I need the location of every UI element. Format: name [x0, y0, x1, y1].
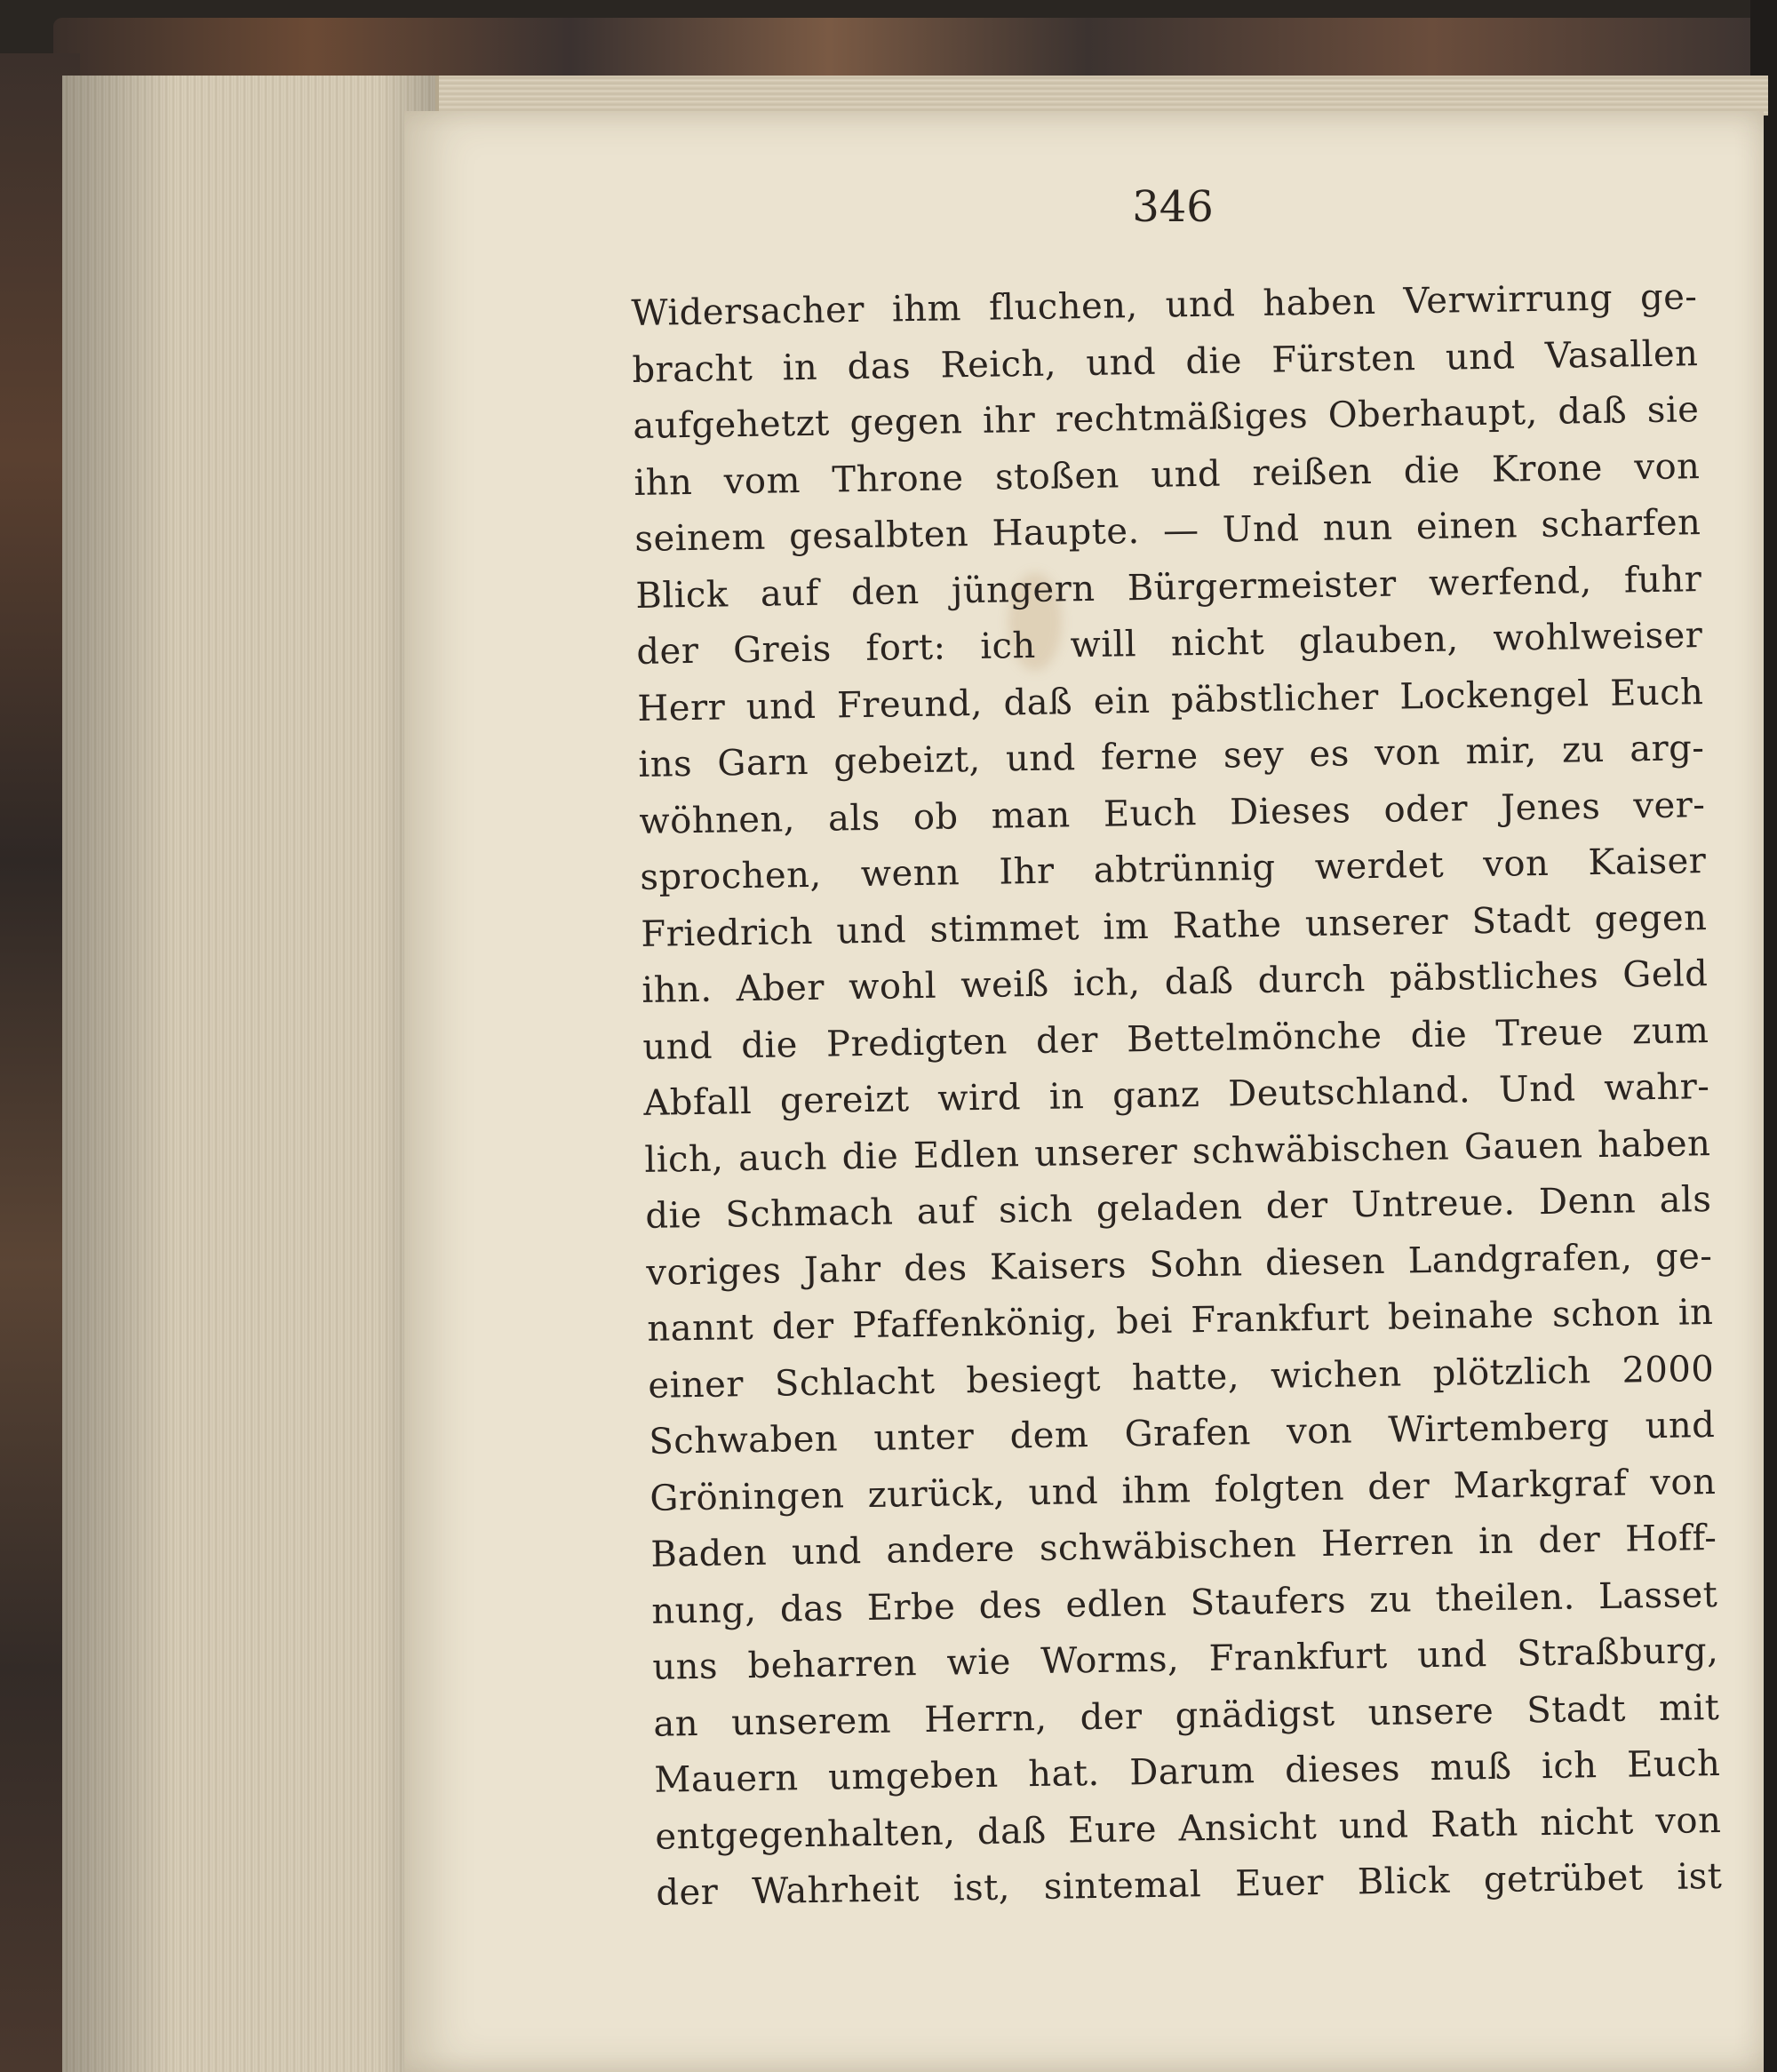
- text-line: bracht in das Reich, und die Fürsten und Vasallen: [632, 332, 1699, 391]
- text-line: aufgehetzt gegen ihr rechtmäßiges Oberhaupt, daß sie: [633, 389, 1700, 447]
- text-line: Herr und Freund, daß ein päbstlicher Lockengel Euch: [637, 671, 1704, 729]
- text-line: die Schmach auf sich geladen der Untreue. Denn als: [645, 1179, 1712, 1237]
- text-line: einer Schlacht besiegt hatte, wichen plötzlich 2000: [648, 1348, 1715, 1407]
- text-line: voriges Jahr des Kaisers Sohn diesen Landgrafen, ge-: [646, 1235, 1713, 1294]
- text-line: ihn. Aber wohl weiß ich, daß durch päbstliches Geld: [641, 953, 1709, 1011]
- page-text: [631, 269, 1723, 1922]
- text-line: entgegenhalten, daß Eure Ansicht und Rath nicht von: [655, 1799, 1722, 1858]
- text-line: der Greis fort: ich will nicht glauben, wohlweiser: [636, 615, 1703, 673]
- text-line: Widersacher ihm fluchen, und haben Verwirrung ge-: [631, 276, 1698, 334]
- page-number: 346: [1132, 182, 1214, 232]
- text-line: Baden und andere schwäbischen Herren in der Hoff-: [650, 1517, 1717, 1575]
- text-line: nannt der Pfaffenkönig, bei Frankfurt beinahe schon in: [647, 1292, 1714, 1350]
- text-line: der Wahrheit ist, sintemal Euer Blick getrübet ist: [656, 1855, 1723, 1914]
- text-line: ihn vom Throne stoßen und reißen die Krone von: [634, 445, 1701, 504]
- text-line: wöhnen, als ob man Euch Dieses oder Jenes ver-: [639, 784, 1706, 842]
- text-line: sprochen, wenn Ihr abtrünnig werdet von Kaiser: [640, 841, 1707, 898]
- text-line: uns beharren wie Worms, Frankfurt und Straßburg,: [652, 1630, 1719, 1688]
- text-line: Abfall gereizt wird in ganz Deutschland. Und wahr-: [643, 1066, 1710, 1124]
- text-line: und die Predigten der Bettelmönche die Treue zum: [642, 1009, 1709, 1068]
- text-line: Schwaben unter dem Grafen von Wirtemberg und: [649, 1404, 1716, 1462]
- text-line: Mauern umgeben hat. Darum dieses muß ich Euch: [654, 1742, 1721, 1801]
- text-line: ins Garn gebeizt, und ferne sey es von mir, zu arg-: [638, 728, 1705, 785]
- text-line: seinem gesalbten Haupte. — Und nun einen scharfen: [634, 502, 1701, 560]
- page-stack-shadow: [62, 76, 435, 2072]
- text-line: nung, das Erbe des edlen Staufers zu theilen. Lasset: [651, 1574, 1718, 1632]
- text-line: Gröningen zurück, und ihm folgten der Markgraf von: [649, 1461, 1717, 1519]
- text-line: an unserem Herrn, der gnädigst unsere Stadt mit: [653, 1686, 1720, 1745]
- text-line: Friedrich und stimmet im Rathe unserer Stadt gegen: [641, 897, 1708, 955]
- text-line: lich, auch die Edlen unserer schwäbischen Gauen haben: [644, 1122, 1711, 1181]
- text-line: Blick auf den jüngern Bürgermeister werfend, fuhr: [635, 558, 1702, 617]
